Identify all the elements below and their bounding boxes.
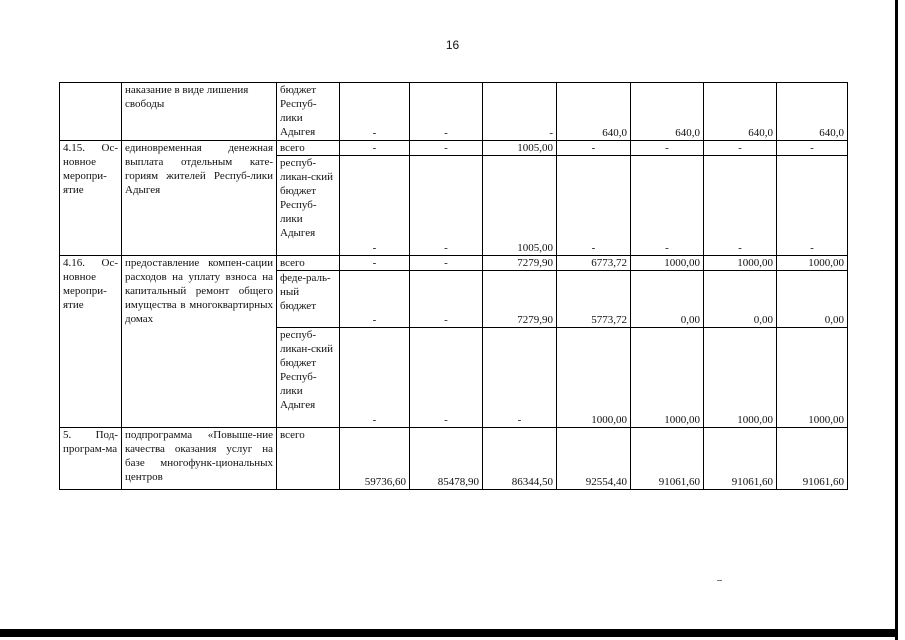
funding-source-cell: феде-раль-ный бюджет	[277, 271, 340, 328]
value-cell: -	[777, 156, 848, 256]
value-cell: 85478,90	[410, 428, 483, 490]
value-cell: -	[340, 141, 410, 156]
value-cell: -	[557, 156, 631, 256]
value-cell: -	[340, 328, 410, 428]
value-cell: -	[483, 83, 557, 141]
value-cell: 640,0	[704, 83, 777, 141]
value-cell: 0,00	[631, 271, 704, 328]
code-cell: 4.15. Ос-новное меропри-ятие	[60, 141, 122, 256]
table-row	[60, 83, 848, 141]
event-name-cell: единовременная денежная выплата отдельным кате-гориям жителей Респуб-лики Адыгея	[122, 141, 277, 256]
value-cell: 1000,00	[631, 256, 704, 271]
scan-edge-right	[895, 0, 898, 640]
value-cell: 0,00	[704, 271, 777, 328]
value-cell: 1005,00	[483, 156, 557, 256]
value-cell: 0,00	[777, 271, 848, 328]
value-cell: 1000,00	[557, 328, 631, 428]
value-cell: -	[483, 328, 557, 428]
value-cell: 1005,00	[483, 141, 557, 156]
value-cell: 640,0	[631, 83, 704, 141]
table-row	[60, 141, 848, 156]
value-cell: 640,0	[557, 83, 631, 141]
funding-source-cell: всего	[277, 256, 340, 271]
value-cell: 92554,40	[557, 428, 631, 490]
table-row	[60, 256, 848, 271]
value-cell: 1000,00	[631, 328, 704, 428]
value-cell: 1000,00	[777, 256, 848, 271]
funding-source-cell: респуб-ликан-ский бюджет Респуб-лики Адыгея	[277, 328, 340, 428]
value-cell: 91061,60	[777, 428, 848, 490]
value-cell: -	[410, 141, 483, 156]
value-cell: -	[410, 328, 483, 428]
value-cell: 1000,00	[777, 328, 848, 428]
code-cell	[60, 83, 122, 141]
value-cell: 91061,60	[704, 428, 777, 490]
value-cell: -	[410, 83, 483, 141]
value-cell: -	[340, 271, 410, 328]
scan-speck	[717, 580, 722, 581]
code-cell: 5. Под-програм-ма	[60, 428, 122, 490]
value-cell: -	[631, 156, 704, 256]
funding-source-cell: всего	[277, 428, 340, 490]
value-cell: 6773,72	[557, 256, 631, 271]
funding-source-cell: бюджет Респуб-лики Адыгея	[277, 83, 340, 141]
value-cell: -	[340, 83, 410, 141]
event-name-cell: наказание в виде лишения свободы	[122, 83, 277, 141]
value-cell: 1000,00	[704, 256, 777, 271]
event-name-cell: подпрограмма «Повыше-ние качества оказания услуг на базе многофунк-циональных центров	[122, 428, 277, 490]
funding-source-cell: респуб-ликан-ский бюджет Респуб-лики Адыгея	[277, 156, 340, 256]
value-cell: 640,0	[777, 83, 848, 141]
value-cell: -	[777, 141, 848, 156]
value-cell: 59736,60	[340, 428, 410, 490]
value-cell: -	[410, 271, 483, 328]
value-cell: 91061,60	[631, 428, 704, 490]
value-cell: 7279,90	[483, 256, 557, 271]
value-cell: -	[340, 156, 410, 256]
scan-edge-bottom	[0, 629, 898, 637]
table-row	[60, 428, 848, 490]
page-number: 16	[445, 38, 460, 52]
value-cell: -	[340, 256, 410, 271]
funding-source-cell: всего	[277, 141, 340, 156]
value-cell: 1000,00	[704, 328, 777, 428]
value-cell: -	[704, 156, 777, 256]
code-cell: 4.16. Ос-новное меропри-ятие	[60, 256, 122, 428]
value-cell: -	[410, 156, 483, 256]
event-name-cell: предоставление компен-сации расходов на уплату взноса на капитальный ремонт общего имущества в многоквартирных домах	[122, 256, 277, 428]
value-cell: -	[410, 256, 483, 271]
value-cell: 86344,50	[483, 428, 557, 490]
value-cell: -	[631, 141, 704, 156]
budget-table	[59, 82, 848, 490]
value-cell: -	[557, 141, 631, 156]
value-cell: 5773,72	[557, 271, 631, 328]
value-cell: -	[704, 141, 777, 156]
value-cell: 7279,90	[483, 271, 557, 328]
